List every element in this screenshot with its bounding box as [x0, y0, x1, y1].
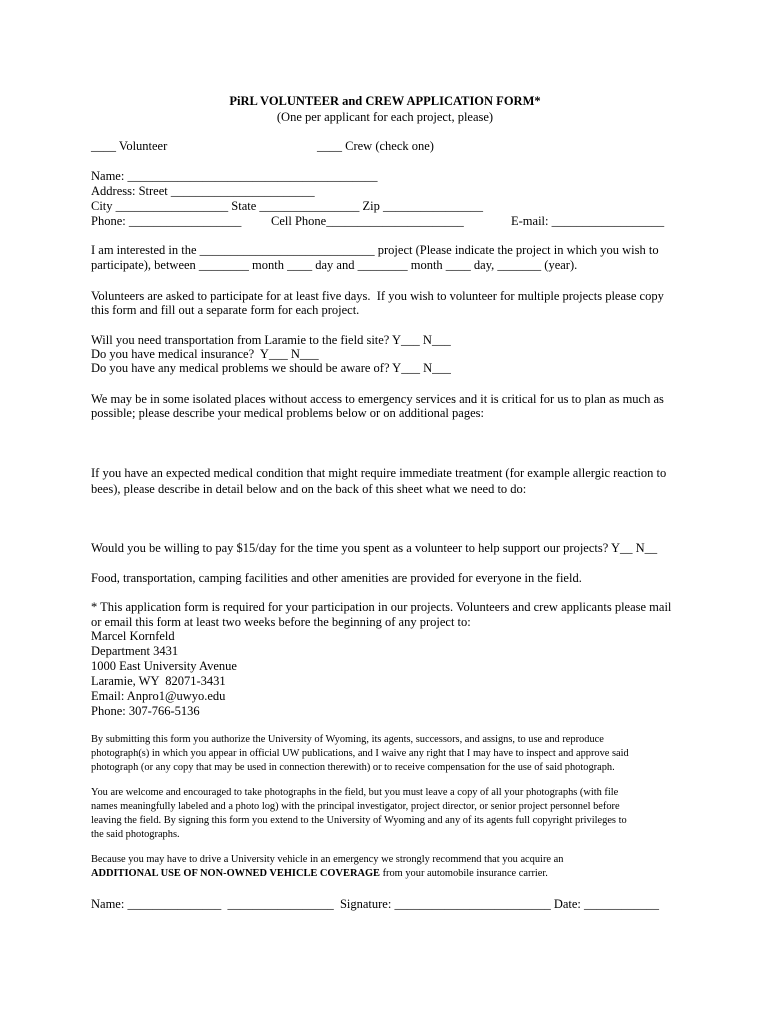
volunteers-note-line-2: this form and fill out a separate form for each project.	[91, 303, 360, 317]
required-note-line-2: or email this form at least two weeks before the beginning of any project to:	[91, 615, 471, 629]
photos-line-1: You are welcome and encouraged to take photographs in the field, but you must leave a copy of all your photographs (with file	[91, 787, 619, 798]
authorize-line-3: photograph (or any copy that may be used in connection therewith) or to receive compensation for the use of said photograph.	[91, 762, 615, 773]
vehicle-line-1: Because you may have to drive a University vehicle in an emergency we strongly recommend that you acquire an	[91, 854, 564, 865]
mail-to-city: Laramie, WY 82071-3431	[91, 674, 226, 688]
volunteer-checkbox-line[interactable]: ____ Volunteer	[91, 139, 168, 153]
address-field[interactable]: Address: Street _______________________	[91, 184, 315, 198]
phone-field[interactable]: Phone: __________________	[91, 214, 242, 228]
mail-to-phone: Phone: 307-766-5136	[91, 704, 200, 718]
photos-line-2: names meaningfully labeled and a photo log) with the principal investigator, project director, or senior project personnel before	[91, 801, 620, 812]
mail-to-department: Department 3431	[91, 644, 179, 658]
photos-line-4: the said photographs.	[91, 829, 180, 840]
vehicle-coverage-bold: ADDITIONAL USE OF NON-OWNED VEHICLE COVERAGE	[91, 868, 380, 879]
volunteers-note-line-1: Volunteers are asked to participate for at least five days. If you wish to volunteer for multiple projects please copy	[91, 289, 664, 303]
authorize-line-1: By submitting this form you authorize the University of Wyoming, its agents, successors, and assigns, to use and reproduce	[91, 734, 604, 745]
medical-problems-question[interactable]: Do you have any medical problems we should be aware of? Y___ N___	[91, 361, 451, 375]
authorize-line-2: photograph(s) in which you appear in official UW publications, and I waive any right that I may have to inspect and approve said	[91, 748, 629, 759]
email-field[interactable]: E-mail: __________________	[511, 214, 665, 228]
medical-condition-line-1: If you have an expected medical condition that might require immediate treatment (for example allergic reaction to	[91, 466, 667, 480]
signature-line[interactable]: Name: _______________ _________________ Signature: _________________________ Date: ____________	[91, 897, 660, 911]
pay-question[interactable]: Would you be willing to pay $15/day for the time you spent as a volunteer to help support our projects? Y__ N__	[91, 541, 658, 555]
project-interest-line-1[interactable]: I am interested in the ____________________________ project (Please indicate the project in which you wish to	[91, 243, 659, 257]
required-note-line-1: * This application form is required for your participation in our projects. Volunteers and crew applicants please mail	[91, 600, 672, 614]
mail-to-email: Email: Anpro1@uwyo.edu	[91, 689, 226, 703]
insurance-question[interactable]: Do you have medical insurance? Y___ N___	[91, 347, 319, 361]
provided-amenities: Food, transportation, camping facilities and other amenities are provided for everyone in the field.	[91, 571, 582, 585]
isolated-places-line-2: possible; please describe your medical problems below or on additional pages:	[91, 406, 484, 420]
cell-phone-field[interactable]: Cell Phone______________________	[271, 214, 464, 228]
vehicle-coverage-rest: from your automobile insurance carrier.	[379, 868, 548, 879]
medical-condition-line-2: bees), please describe in detail below and on the back of this sheet what we need to do:	[91, 482, 527, 496]
isolated-places-line-1: We may be in some isolated places without access to emergency services and it is critical for us to plan as much as	[91, 392, 664, 406]
mail-to-name: Marcel Kornfeld	[91, 629, 175, 643]
city-state-zip-field[interactable]: City __________________ State ________________ Zip ________________	[91, 199, 484, 213]
transportation-question[interactable]: Will you need transportation from Laramie to the field site? Y___ N___	[91, 333, 451, 347]
crew-checkbox-line[interactable]: ____ Crew (check one)	[317, 139, 434, 153]
vehicle-line-2	[91, 867, 548, 881]
mail-to-street: 1000 East University Avenue	[91, 659, 237, 673]
form-subtitle: (One per applicant for each project, please)	[276, 110, 494, 124]
project-interest-line-2[interactable]: participate), between ________ month ____ day and ________ month ____ day, _______ (year).	[91, 258, 578, 272]
photos-line-3: leaving the field. By signing this form you extend to the University of Wyoming and any of its agents full copyright privileges to	[91, 815, 627, 826]
form-title: PiRL VOLUNTEER and CREW APPLICATION FORM*	[229, 94, 541, 108]
name-field[interactable]: Name: ________________________________________	[91, 169, 378, 183]
